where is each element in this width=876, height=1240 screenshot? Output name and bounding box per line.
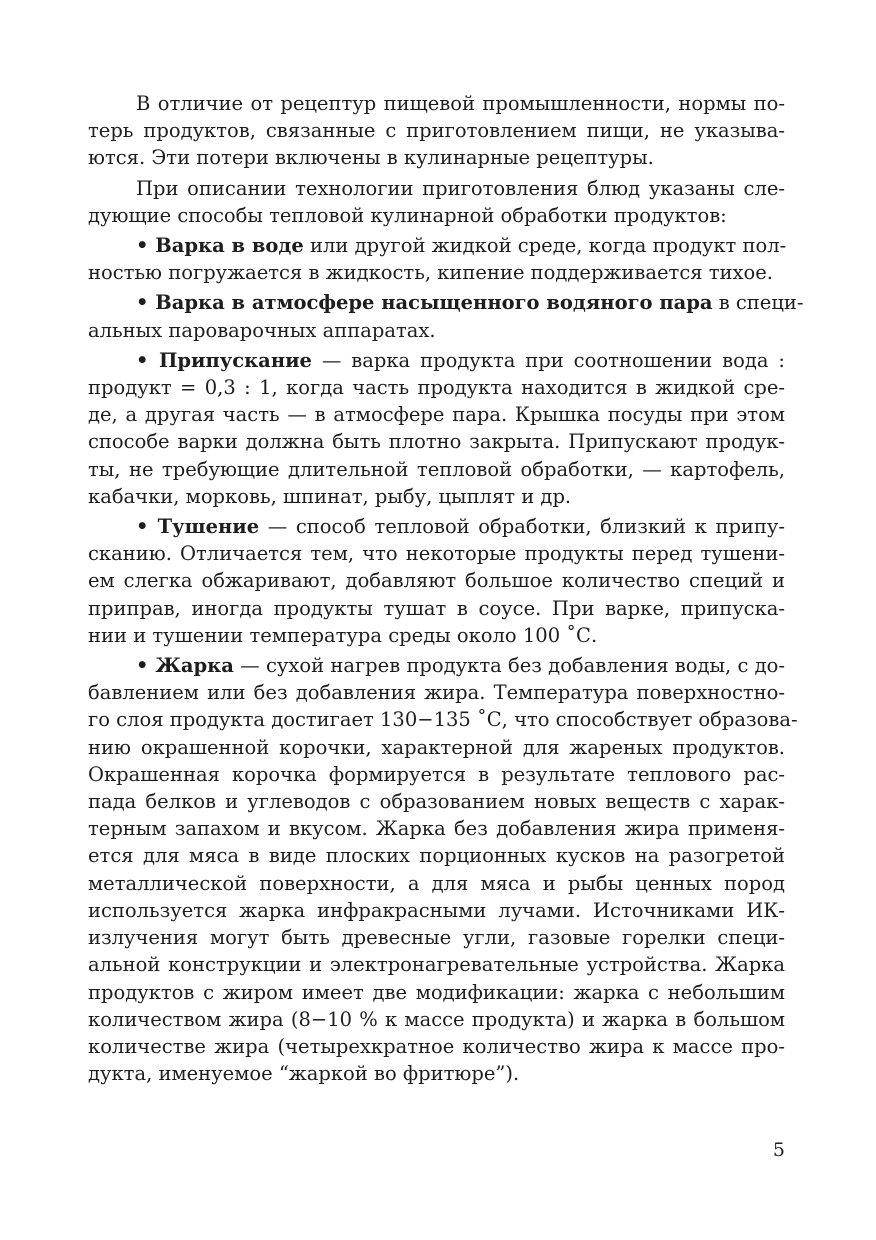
- line-text: В отличие от рецептур пищевой промышленности, нормы по-: [136, 92, 785, 115]
- paragraph-steam-cooking: [88, 289, 804, 343]
- line-text: ются. Эти потери включены в кулинарные рецептуры.: [88, 146, 654, 170]
- line-text: приправ, иногда продукты тушат в соусе. При варке, припуска-: [88, 596, 785, 620]
- line-text: терным запахом и вкусом. Жарка без добавления жира применя-: [88, 817, 785, 841]
- text-line: [88, 289, 804, 316]
- line-text: ностью погружается в жидкость, кипение поддерживается тихое.: [88, 261, 774, 285]
- text-line: [88, 144, 785, 171]
- bold-term: • Варка в воде: [136, 234, 304, 258]
- paragraph-intro-losses: [88, 90, 785, 172]
- text-line: [88, 90, 785, 117]
- text-line: [88, 540, 785, 567]
- text-line: [88, 842, 785, 869]
- text-line: [88, 761, 785, 788]
- line-text: пада белков и углеводов с образованием новых веществ с харак-: [88, 790, 785, 814]
- bold-term: • Жарка: [136, 654, 234, 678]
- line-text: терь продуктов, связанные с приготовлением пищи, не указыва-: [88, 119, 785, 143]
- paragraph-stewing: [88, 513, 785, 649]
- line-text: дукта, именуемое “жаркой во фритюре”).: [88, 1062, 520, 1086]
- line-text: сканию. Отличается тем, что некоторые продукты перед тушени-: [88, 542, 785, 566]
- line-text: — способ тепловой обработки, близкий к припу-: [259, 515, 785, 539]
- text-line: [88, 870, 785, 897]
- line-text: альных пароварочных аппаратах.: [88, 318, 436, 342]
- text-line: [88, 652, 785, 679]
- text-line: [88, 374, 785, 401]
- paragraph-poaching: [88, 347, 785, 510]
- text-line: [88, 788, 785, 815]
- text-line: [88, 567, 785, 594]
- text-line: [88, 1033, 785, 1060]
- line-text: или другой жидкой среде, когда продукт пол-: [303, 234, 787, 258]
- line-text: При описании технологии приготовления блюд указаны сле-: [136, 176, 785, 200]
- line-text: в специ-: [712, 291, 804, 315]
- text-line: [88, 622, 785, 649]
- line-text: используется жарка инфракрасными лучами. Источниками ИК-: [88, 898, 785, 922]
- text-line: [88, 317, 785, 344]
- text-line: [88, 202, 785, 229]
- text-line: [88, 679, 785, 706]
- line-text: нию окрашенной корочки, характерной для жареных продуктов.: [88, 735, 785, 759]
- text-line: [88, 232, 785, 259]
- text-line: [88, 815, 785, 842]
- line-text: кабачки, морковь, шпинат, рыбу, цыплят и др.: [88, 484, 572, 508]
- text-line: [88, 951, 785, 978]
- line-text: ется для мяса в виде плоских порционных кусков на разогретой: [88, 844, 785, 868]
- line-text: ем слегка обжаривают, добавляют большое количество специй и: [88, 569, 785, 593]
- text-line: [88, 259, 785, 286]
- text-line: [88, 117, 785, 144]
- text-line: [88, 897, 785, 924]
- line-text: излучения могут быть древесные угли, газовые горелки специ-: [88, 926, 785, 950]
- text-line: [88, 595, 785, 622]
- text-line: [88, 456, 785, 483]
- line-text: нии и тушении температура среды около 100 ˚С.: [88, 623, 598, 647]
- line-text: дующие способы тепловой кулинарной обработки продуктов:: [88, 203, 727, 227]
- text-line: [88, 924, 785, 951]
- text-line: [88, 513, 785, 540]
- line-text: Окрашенная корочка формируется в результате теплового рас-: [88, 762, 785, 786]
- text-line: [88, 401, 785, 428]
- text-line: [88, 1060, 785, 1087]
- text-line: [88, 483, 785, 510]
- page-number: 5: [772, 1139, 785, 1161]
- line-text: альной конструкции и электронагревательные устройства. Жарка: [88, 953, 785, 977]
- line-text: способе варки должна быть плотно закрыта. Припускают продук-: [88, 430, 785, 454]
- line-text: металлической поверхности, а для мяса и рыбы ценных пород: [88, 871, 785, 895]
- text-line: [88, 428, 785, 455]
- body-text: [88, 90, 804, 1090]
- text-line: [88, 175, 785, 202]
- bold-term: • Варка в атмосфере насыщенного водяного пара: [136, 291, 713, 315]
- text-line: [88, 347, 785, 374]
- bold-term: • Припускание: [136, 348, 312, 372]
- line-text: го слоя продукта достигает 130−135 ˚С, что способствует образова-: [88, 708, 798, 732]
- line-text: количестве жира (четырехкратное количество жира к массе про-: [88, 1034, 785, 1058]
- text-line: [88, 979, 785, 1006]
- paragraph-boiling-in-water: [88, 232, 785, 286]
- bold-term: • Тушение: [136, 515, 260, 539]
- line-text: — сухой нагрев продукта без добавления воды, с до-: [233, 654, 785, 678]
- line-text: ты, не требующие длительной тепловой обработки, — картофель,: [88, 457, 785, 481]
- paragraph-methods-intro: [88, 175, 785, 229]
- line-text: продуктов с жиром имеет две модификации: жарка с небольшим: [88, 980, 785, 1004]
- line-text: де, а другая часть — в атмосфере пара. Крышка посуды при этом: [88, 403, 785, 427]
- text-line: [88, 706, 798, 733]
- paragraph-frying: [88, 652, 798, 1087]
- line-text: бавлением или без добавления жира. Температура поверхностно-: [88, 681, 785, 705]
- line-text: продукт = 0,3 : 1, когда часть продукта находится в жидкой сре-: [88, 376, 785, 400]
- line-text: количеством жира (8−10 % к массе продукта) и жарка в большом: [88, 1007, 785, 1031]
- text-line: [88, 1006, 785, 1033]
- text-line: [88, 734, 785, 761]
- line-text: — варка продукта при соотношении вода :: [311, 348, 785, 372]
